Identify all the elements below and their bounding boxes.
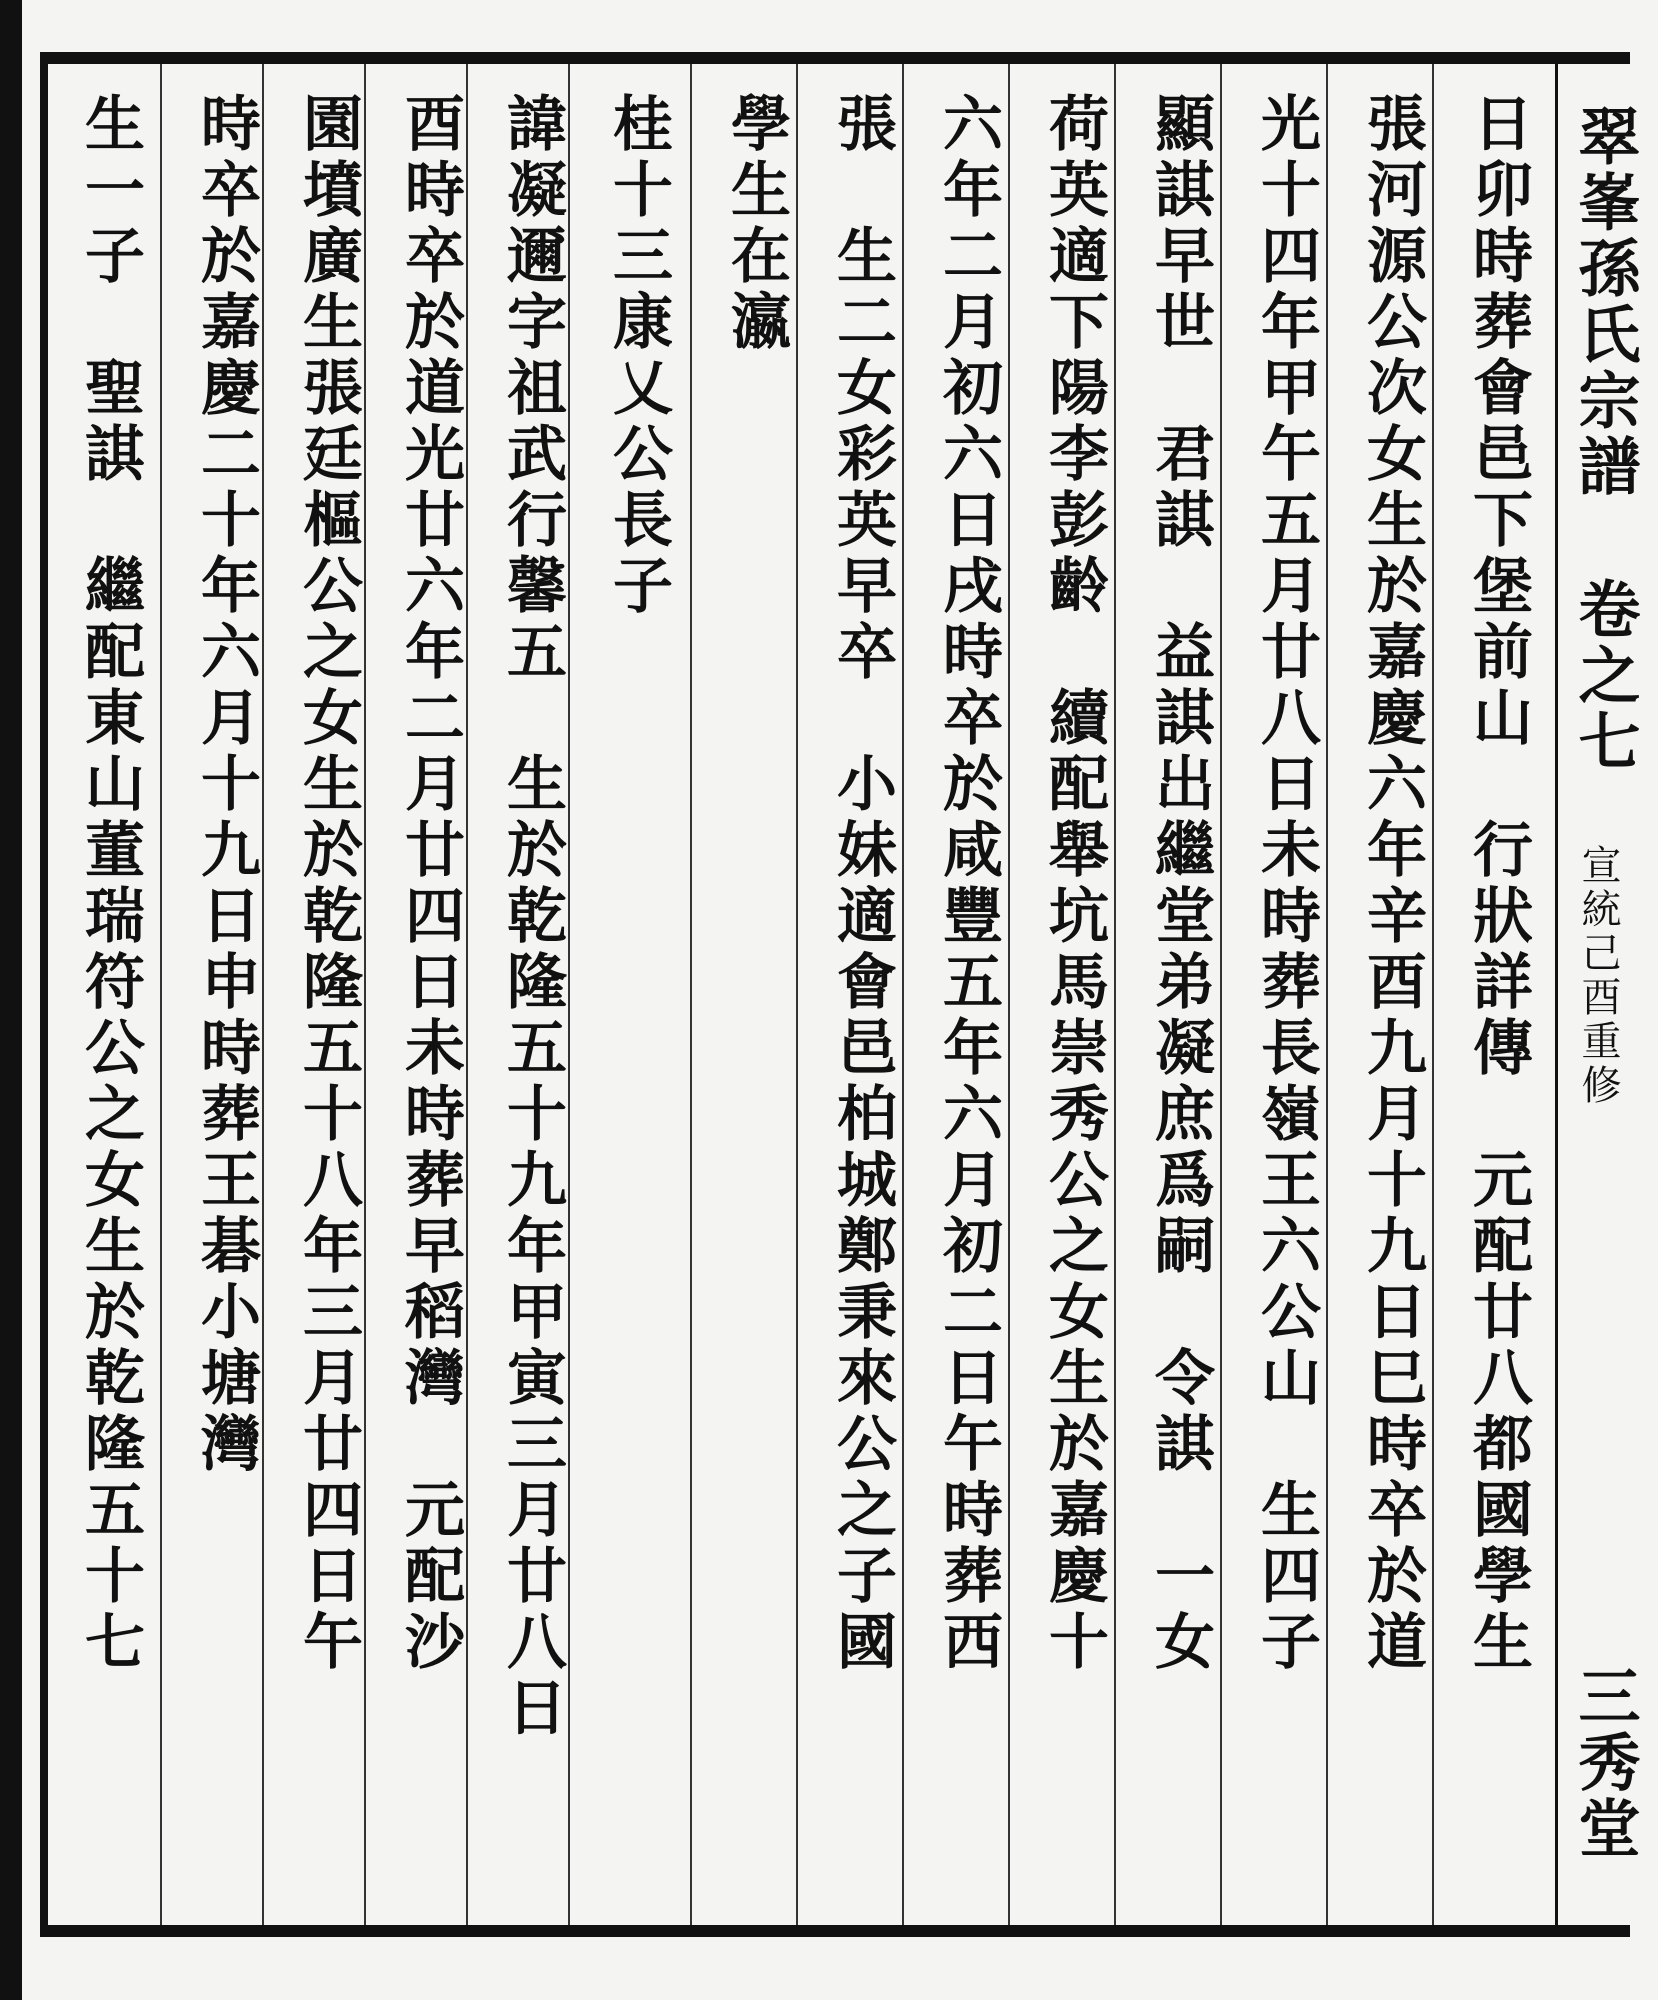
edition-note: 宣統己酉重修	[1575, 844, 1621, 1108]
text-column: 時卒於嘉慶二十年六月十九日申時葬王碁小塘灣	[191, 92, 261, 1478]
text-column: 諱凝邇字祖武行馨五 生於乾隆五十九年甲寅三月廿八日	[497, 92, 567, 1742]
column-rule	[690, 64, 692, 1925]
text-column: 園墳廣生張廷樞公之女生於乾隆五十八年三月廿四日午	[293, 92, 363, 1676]
book-gutter	[0, 0, 22, 2000]
book-title: 翠峯孫氏宗譜 卷之七	[1568, 104, 1641, 775]
text-column: 六年二月初六日戌時卒於咸豐五年六月初二日午時葬西	[933, 92, 1003, 1676]
text-column: 酉時卒於道光廿六年二月廿四日未時葬早稻灣 元配沙	[395, 92, 465, 1676]
text-column: 日卯時葬會邑下堡前山 行狀詳傳 元配廿八都國學生	[1463, 92, 1533, 1676]
text-column: 張 生二女彩英早卒 小妹適會邑柏城鄭秉來公之子國	[827, 92, 897, 1676]
page-header-strip	[1555, 64, 1641, 1925]
column-rule	[160, 64, 162, 1925]
text-column: 顯諆早世 君諆 益諆出繼堂弟凝庶爲嗣 令諆 一女	[1145, 92, 1215, 1676]
text-column: 光十四年甲午五月廿八日未時葬長嶺王六公山 生四子	[1251, 92, 1321, 1676]
hall-name: 三秀堂	[1568, 1664, 1641, 1862]
text-column: 荷英適下陽李彭齡 續配舉坑馬崇秀公之女生於嘉慶十	[1039, 92, 1109, 1676]
text-column: 張河源公次女生於嘉慶六年辛酉九月十九日巳時卒於道	[1357, 92, 1427, 1676]
text-column: 學生在瀛	[721, 92, 791, 356]
text-column: 生一子 聖諆 繼配東山董瑞符公之女生於乾隆五十七	[75, 92, 145, 1676]
entry-heading: 桂十三康乂公長子	[603, 92, 673, 620]
